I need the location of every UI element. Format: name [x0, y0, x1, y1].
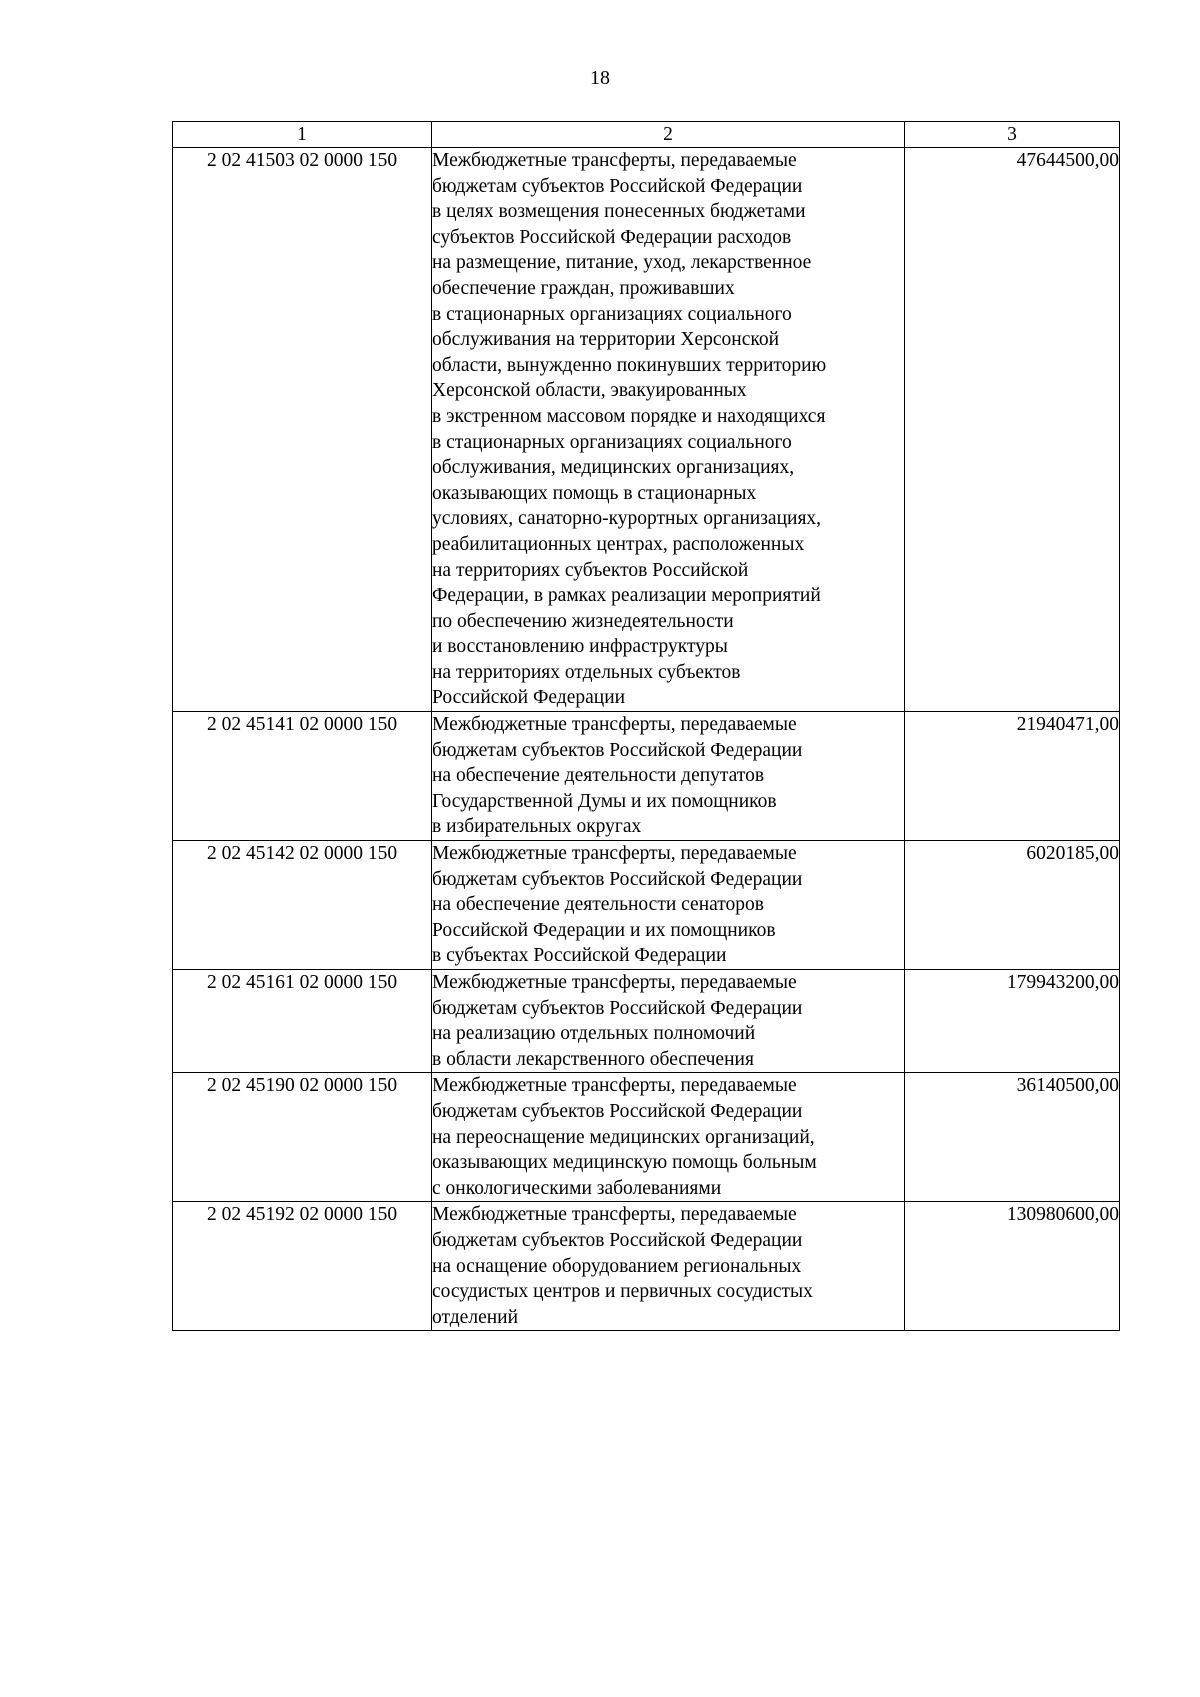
description-line: Херсонской области, эвакуированных [432, 380, 747, 402]
revenue-code: 2 02 45142 02 0000 150 [173, 841, 432, 970]
description-line: с онкологическими заболеваниями [432, 1177, 722, 1199]
description-line: Межбюджетные трансферты, передаваемые [432, 714, 797, 736]
revenue-code: 2 02 45192 02 0000 150 [173, 1202, 432, 1331]
description-line: обслуживания, медицинских организациях, [432, 457, 795, 479]
table-row [173, 970, 1120, 1073]
column-header-description: 2 [432, 122, 905, 148]
description-line: на размещение, питание, уход, лекарственное [432, 252, 812, 274]
description-line: бюджетам субъектов Российской Федерации [432, 175, 803, 197]
amount: 36140500,00 [905, 1073, 1120, 1202]
revenue-description [432, 712, 905, 841]
description-line: в области лекарственного обеспечения [432, 1048, 754, 1070]
column-header-amount: 3 [905, 122, 1120, 148]
revenue-description [432, 841, 905, 970]
table-row [173, 1073, 1120, 1202]
description-line: в стационарных организациях социального [432, 303, 792, 325]
description-line: условиях, санаторно-курортных организациях, [432, 508, 822, 530]
description-line: обеспечение граждан, проживавших [432, 277, 735, 299]
description-line: на реализацию отдельных полномочий [432, 1023, 756, 1045]
description-line: Государственной Думы и их помощников [432, 790, 777, 812]
description-line: Российской Федерации [432, 687, 626, 709]
revenue-description [432, 970, 905, 1073]
amount: 130980600,00 [905, 1202, 1120, 1331]
description-line: отделений [432, 1306, 519, 1328]
description-line: области, вынужденно покинувших территорию [432, 354, 827, 376]
budget-table [172, 121, 1120, 1331]
description-line: бюджетам субъектов Российской Федерации [432, 739, 803, 761]
revenue-code: 2 02 45141 02 0000 150 [173, 712, 432, 841]
revenue-description [432, 148, 905, 712]
description-line: Федерации, в рамках реализации мероприятий [432, 585, 821, 607]
description-line: на территориях отдельных субъектов [432, 661, 741, 683]
revenue-code: 2 02 45161 02 0000 150 [173, 970, 432, 1073]
description-line: реабилитационных центрах, расположенных [432, 533, 805, 555]
description-line: обслуживания на территории Херсонской [432, 329, 780, 351]
revenue-description [432, 1202, 905, 1331]
table-row [173, 841, 1120, 970]
description-line: на обеспечение деятельности сенаторов [432, 894, 765, 916]
amount: 6020185,00 [905, 841, 1120, 970]
page-number: 18 [590, 67, 610, 89]
table-row [173, 148, 1120, 712]
description-line: в экстренном массовом порядке и находящихся [432, 405, 826, 427]
description-line: сосудистых центров и первичных сосудистых [432, 1281, 813, 1303]
revenue-description [432, 1073, 905, 1202]
description-line: на территориях субъектов Российской [432, 559, 749, 581]
revenue-code: 2 02 45190 02 0000 150 [173, 1073, 432, 1202]
amount: 179943200,00 [905, 970, 1120, 1073]
description-line: бюджетам субъектов Российской Федерации [432, 1100, 803, 1122]
description-line: в избирательных округах [432, 816, 642, 838]
description-line: в целях возмещения понесенных бюджетами [432, 201, 806, 223]
description-line: Межбюджетные трансферты, передаваемые [432, 843, 797, 865]
description-line: и восстановлению инфраструктуры [432, 636, 728, 658]
description-line: Межбюджетные трансферты, передаваемые [432, 150, 797, 171]
description-line: Межбюджетные трансферты, передаваемые [432, 972, 797, 993]
revenue-code: 2 02 41503 02 0000 150 [173, 148, 432, 712]
column-header-code: 1 [173, 122, 432, 148]
table-row [173, 1202, 1120, 1331]
amount: 21940471,00 [905, 712, 1120, 841]
description-line: бюджетам субъектов Российской Федерации [432, 868, 803, 890]
description-line: по обеспечению жизнедеятельности [432, 610, 734, 632]
description-line: в субъектах Российской Федерации [432, 945, 727, 967]
amount: 47644500,00 [905, 148, 1120, 712]
description-line: оказывающих медицинскую помощь больным [432, 1152, 817, 1174]
description-line: оказывающих помощь в стационарных [432, 482, 757, 504]
table-header-row [173, 122, 1120, 148]
description-line: субъектов Российской Федерации расходов [432, 226, 792, 248]
description-line: на обеспечение деятельности депутатов [432, 765, 765, 787]
description-line: Межбюджетные трансферты, передаваемые [432, 1075, 797, 1097]
description-line: в стационарных организациях социального [432, 431, 792, 453]
description-line: на переоснащение медицинских организаций, [432, 1126, 815, 1148]
description-line: бюджетам субъектов Российской Федерации [432, 997, 803, 1019]
description-line: Российской Федерации и их помощников [432, 919, 776, 941]
description-line: на оснащение оборудованием региональных [432, 1255, 802, 1277]
description-line: бюджетам субъектов Российской Федерации [432, 1229, 803, 1251]
description-line: Межбюджетные трансферты, передаваемые [432, 1204, 797, 1226]
table-row [173, 712, 1120, 841]
